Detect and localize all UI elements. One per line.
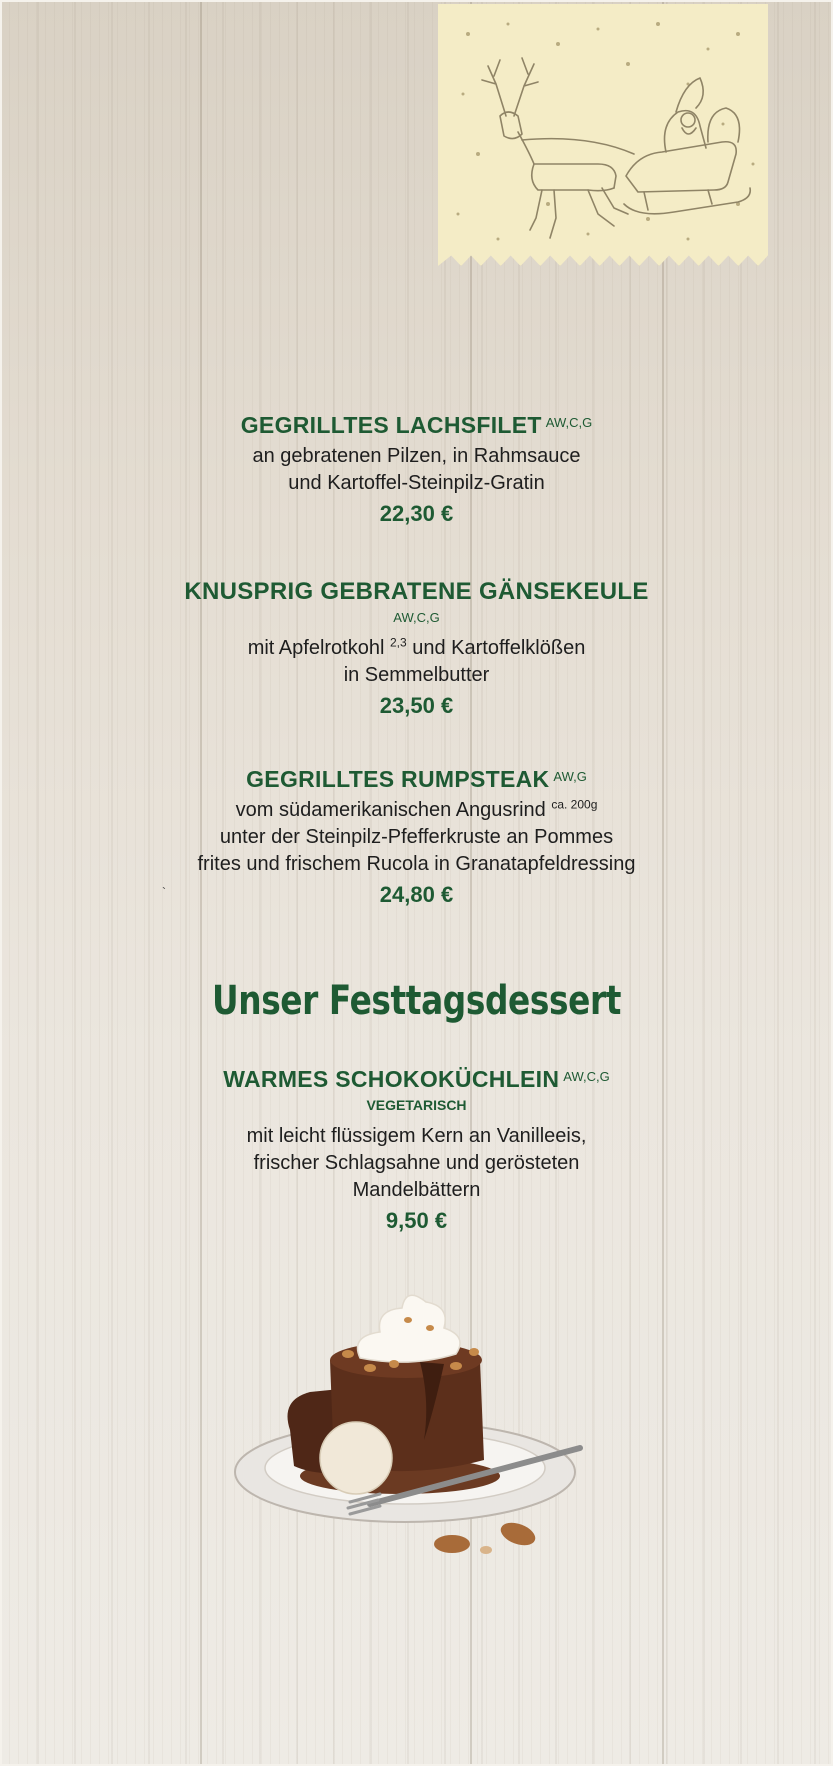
dish-description-line — [0, 635, 833, 662]
chocolate-cake-icon — [230, 1280, 600, 1560]
additive-codes: 2,3 — [389, 635, 407, 650]
weight-note: ca. 200g — [551, 797, 598, 812]
dish-price: 22,30 € — [379, 501, 454, 526]
allergen-codes: AW,C,G — [393, 610, 440, 625]
vegetarian-badge: VEGETARISCH — [366, 1097, 467, 1113]
dish-title: GEGRILLTES LACHSFILET — [240, 412, 542, 438]
dish-price: 24,80 € — [379, 882, 454, 907]
dish-price: 9,50 € — [385, 1208, 448, 1233]
dish-description-line — [0, 797, 833, 824]
dish-description-line: und Kartoffel-Steinpilz-Gratin — [288, 472, 545, 494]
menu-item-rumpsteak — [0, 766, 833, 908]
menu-item-gaensekeule — [0, 578, 833, 719]
dish-title: WARMES SCHOKOKÜCHLEIN — [223, 1066, 560, 1092]
dish-description-text: und Kartoffelklößen — [412, 637, 586, 659]
stray-mark: ` — [162, 885, 166, 899]
allergen-codes: AW,G — [553, 768, 587, 784]
allergen-codes: AW,C,G — [545, 414, 593, 430]
dish-description-line: mit leicht flüssigem Kern an Vanilleeis, — [246, 1125, 587, 1147]
dish-title: GEGRILLTES RUMPSTEAK — [246, 766, 550, 792]
christmas-stamp — [438, 4, 768, 266]
menu-item-lachsfilet — [0, 412, 833, 527]
menu-item-schokokuechlein — [0, 1066, 833, 1234]
dish-description-line: Mandelbättern — [352, 1179, 481, 1201]
dish-title: KNUSPRIG GEBRATENE GÄNSEKEULE — [184, 578, 649, 605]
dish-description-line: frites und frischem Rucola in Granatapfeldressing — [197, 853, 636, 875]
dish-description-line: an gebratenen Pilzen, in Rahmsauce — [252, 445, 581, 467]
dish-description-line: in Semmelbutter — [343, 664, 490, 686]
dish-description-line: frischer Schlagsahne und gerösteten — [253, 1152, 580, 1174]
dish-title-line — [0, 1066, 833, 1093]
dish-description-line: unter der Steinpilz-Pfefferkruste an Pommes — [219, 826, 614, 848]
allergen-codes: AW,C,G — [563, 1068, 610, 1084]
dish-title-line — [0, 766, 833, 793]
section-heading: Unser Festtagsdessert — [212, 978, 621, 1024]
dish-title-line — [0, 412, 833, 439]
dish-description-text: vom südamerikanischen Angusrind — [235, 799, 546, 821]
dish-price: 23,50 € — [379, 693, 454, 718]
reindeer-sleigh-icon — [438, 4, 768, 266]
dish-description-text: mit Apfelrotkohl — [247, 637, 385, 659]
